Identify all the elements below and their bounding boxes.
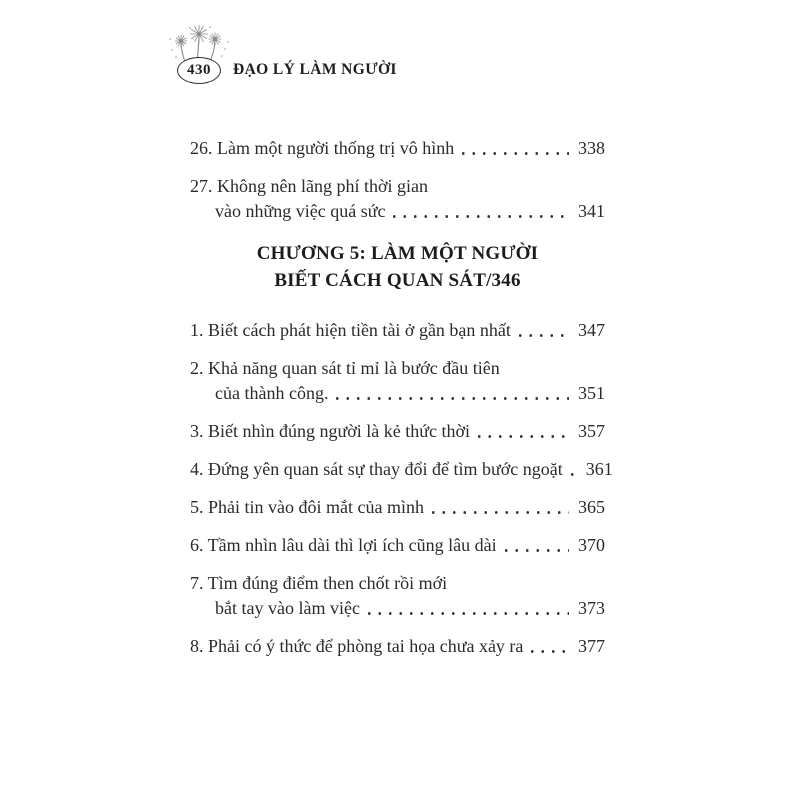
toc-entry-line — [190, 634, 605, 659]
toc-entry-line — [190, 356, 605, 381]
toc-page-number: 341 — [578, 201, 605, 221]
dot-leader — [458, 136, 569, 161]
toc-entry — [190, 457, 613, 482]
toc-entry — [190, 571, 605, 621]
chapter-heading-line: CHƯƠNG 5: LÀM MỘT NGƯỜI — [256, 243, 539, 264]
toc-entry-text: 8. Phải có ý thức để phòng tai họa chưa xảy ra — [190, 636, 524, 656]
toc-entry-text: 26. Làm một người thống trị vô hình — [190, 138, 455, 158]
table-of-contents — [190, 136, 613, 672]
toc-page-number: 351 — [578, 383, 605, 403]
toc-page-number: 365 — [578, 497, 605, 517]
toc-entry-text: 6. Tầm nhìn lâu dài thì lợi ích cũng lâu dài — [190, 535, 497, 555]
toc-entry — [190, 318, 605, 343]
page-number: 430 — [187, 62, 211, 78]
toc-entry — [190, 136, 605, 161]
toc-entry-line — [190, 419, 605, 444]
toc-page-number: 338 — [578, 138, 605, 158]
toc-entry-line — [190, 199, 605, 224]
toc-entry-text: 7. Tìm đúng điểm then chốt rồi mới — [190, 573, 448, 593]
toc-entry-line — [190, 381, 605, 406]
toc-page-number: 347 — [578, 320, 605, 340]
toc-entry-line — [190, 533, 605, 558]
toc-entry-text: 5. Phải tin vào đôi mắt của mình — [190, 497, 424, 517]
toc-page-number: 361 — [585, 459, 613, 479]
dot-leader — [364, 596, 569, 621]
toc-entry-text: 3. Biết nhìn đúng người là kẻ thức thời — [190, 421, 471, 441]
toc-entry-line — [190, 318, 605, 343]
toc-entry — [190, 356, 605, 406]
dot-leader — [474, 419, 569, 444]
toc-entry — [190, 495, 605, 520]
dot-leader — [389, 199, 569, 224]
dot-leader — [428, 495, 569, 520]
toc-entry — [190, 533, 605, 558]
toc-entry-line — [190, 457, 613, 482]
dot-leader — [332, 381, 569, 406]
toc-entry-text: vào những việc quá sức — [215, 201, 386, 221]
toc-page-number: 377 — [578, 636, 605, 656]
toc-entry-line — [190, 596, 605, 621]
toc-entry-line — [190, 495, 605, 520]
toc-entry-text: của thành công. — [215, 383, 329, 403]
dot-leader — [567, 457, 577, 482]
dot-leader — [501, 533, 569, 558]
chapter-heading — [190, 240, 605, 294]
toc-page-number: 357 — [578, 421, 605, 441]
toc-page-number: 373 — [578, 598, 605, 618]
toc-entry-text: 4. Đứng yên quan sát sự thay đổi để tìm bước ngoặt — [190, 459, 563, 479]
toc-entry — [190, 634, 605, 659]
page-number-badge — [177, 57, 221, 84]
toc-entry-text: 1. Biết cách phát hiện tiền tài ở gần bạn nhất — [190, 320, 511, 340]
toc-entry-text: 2. Khả năng quan sát tỉ mỉ là bước đầu tiên — [190, 358, 500, 378]
toc-entry-text: 27. Không nên lãng phí thời gian — [190, 176, 428, 196]
toc-entry-line — [190, 136, 605, 161]
book-header-title: ĐẠO LÝ LÀM NGƯỜI — [233, 61, 397, 78]
toc-page-number: 370 — [578, 535, 605, 555]
dot-leader — [515, 318, 569, 343]
toc-entry — [190, 174, 605, 224]
toc-entry-line — [190, 174, 605, 199]
toc-entry — [190, 419, 605, 444]
chapter-heading-line: BIẾT CÁCH QUAN SÁT/346 — [274, 270, 521, 291]
toc-entry-line — [190, 571, 605, 596]
toc-entry-text: bắt tay vào làm việc — [215, 598, 360, 618]
dot-leader — [527, 634, 569, 659]
